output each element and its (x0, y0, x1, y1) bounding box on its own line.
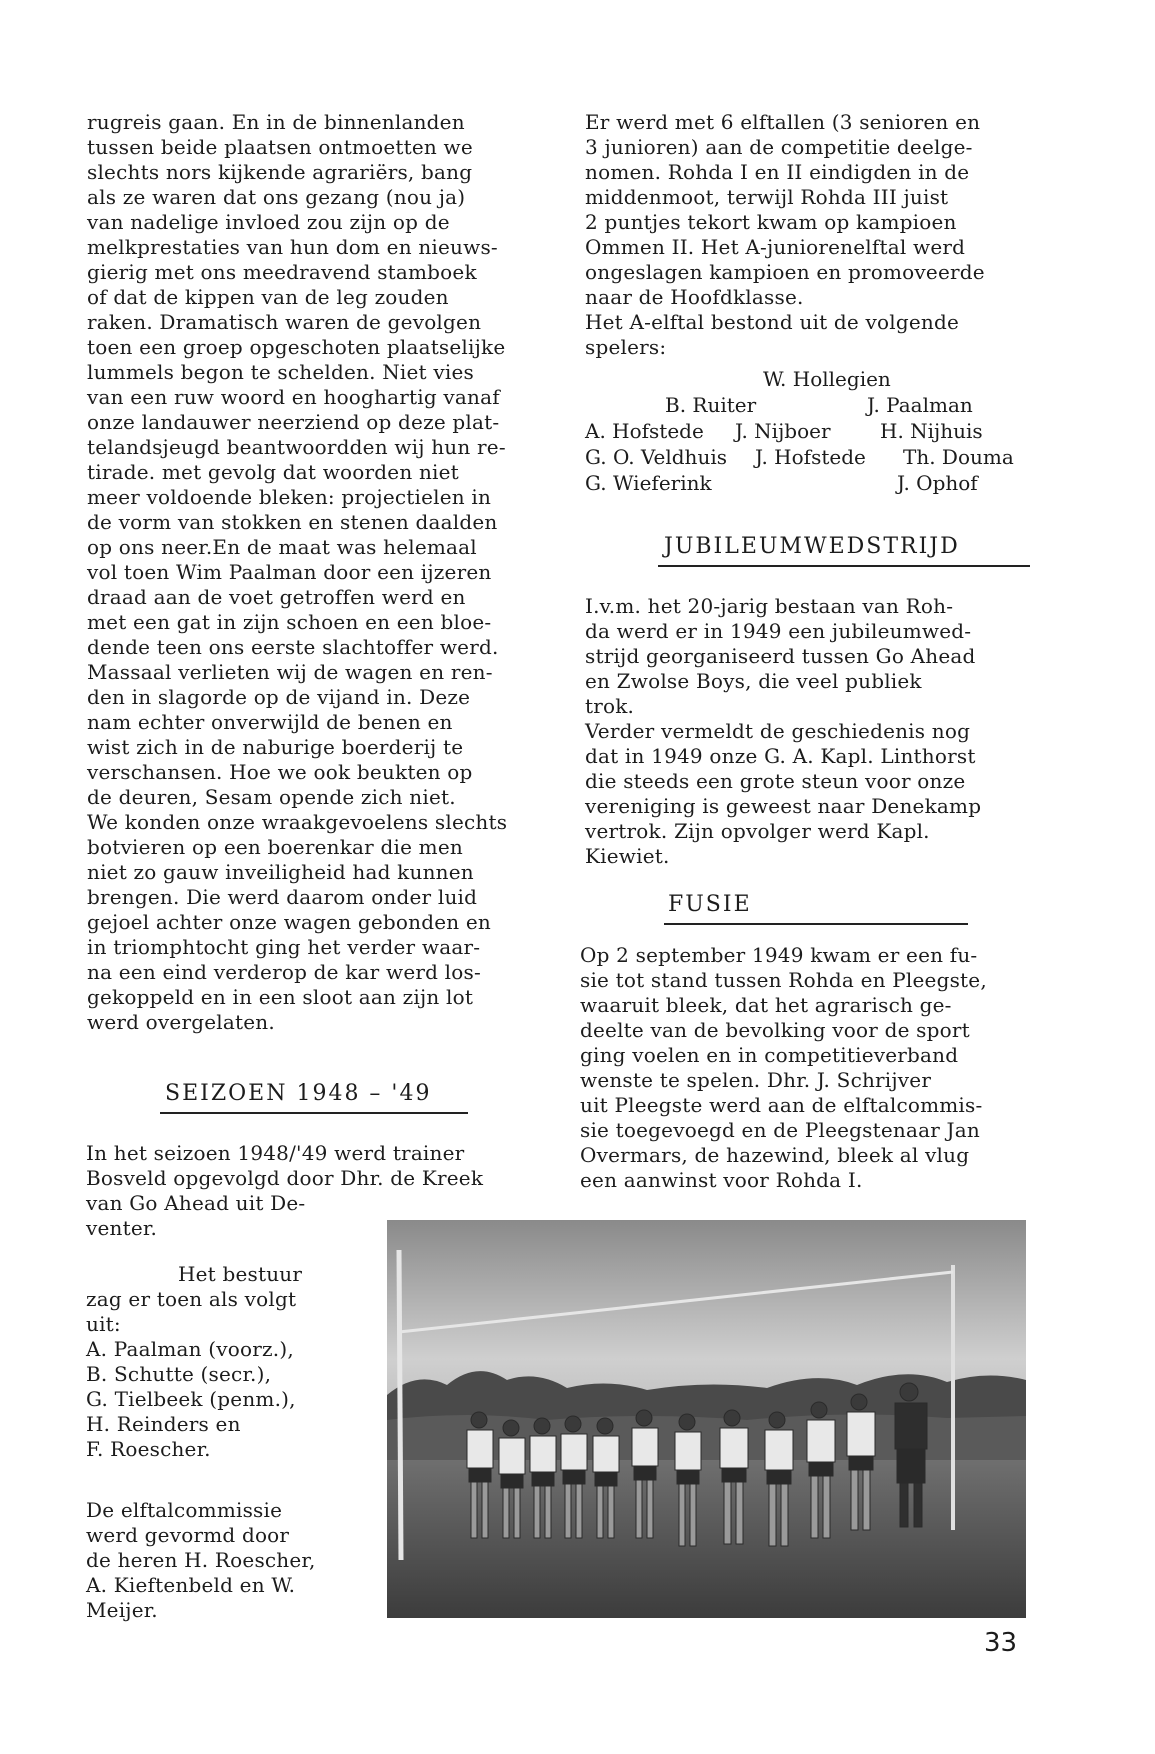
roster-name: H. Nijhuis (880, 419, 983, 443)
text-line: deelte van de bevolking voor de sport (580, 1018, 970, 1042)
text-line: van nadelige invloed zou zijn op de (87, 210, 450, 234)
text-line: dat in 1949 onze G. A. Kapl. Linthorst (585, 744, 976, 768)
text-line: een aanwinst voor Rohda I. (580, 1168, 863, 1192)
text-line: B. Schutte (secr.), (86, 1362, 272, 1386)
text-line: zag er toen als volgt (86, 1287, 297, 1311)
text-line: vereniging is geweest naar Denekamp (585, 794, 982, 818)
roster-name: A. Hofstede (585, 419, 704, 443)
text-line: venter. (86, 1216, 158, 1240)
text-line: gekoppeld en in een sloot aan zijn lot (87, 985, 474, 1009)
text-line: tussen beide plaatsen ontmoetten we (87, 135, 473, 159)
text-line: in triomphtocht ging het verder waar- (87, 935, 481, 959)
roster-name: J. Ophof (897, 471, 978, 495)
roster-name: G. O. Veldhuis (585, 445, 727, 469)
text-line: met een gat in zijn schoen en een bloe- (87, 610, 492, 634)
text-line: de vorm van stokken en stenen daalden (87, 510, 498, 534)
text-line: Het bestuur (178, 1262, 303, 1286)
roster-name: G. Wieferink (585, 471, 712, 495)
text-line: Verder vermeldt de geschiedenis nog (585, 719, 971, 743)
text-line: I.v.m. het 20-jarig bestaan van Roh- (585, 594, 954, 618)
text-line: A. Paalman (voorz.), (86, 1337, 294, 1361)
text-line: Kiewiet. (585, 844, 670, 868)
roster-name: B. Ruiter (665, 393, 757, 417)
text-line: Meijer. (86, 1598, 158, 1622)
text-line: of dat de kippen van de leg zouden (87, 285, 449, 309)
roster-name: J. Hofstede (755, 445, 866, 469)
fusie-text (580, 943, 1055, 1193)
text-line: ongeslagen kampioen en promoveerde (585, 260, 985, 284)
text-line: Massaal verlieten wij de wagen en ren- (87, 660, 493, 684)
text-line: H. Reinders en (86, 1412, 241, 1436)
roster-name: J. Nijboer (735, 419, 831, 443)
text-line: meer voldoende bleken: projectielen in (87, 485, 492, 509)
text-line: dende teen ons eerste slachtoffer werd. (87, 635, 499, 659)
text-line: uit: (86, 1312, 121, 1336)
text-line: sie tot stand tussen Rohda en Pleegste, (580, 968, 987, 992)
text-line: en Zwolse Boys, die veel publiek (585, 669, 922, 693)
section-heading-jubileum: JUBILEUMWEDSTRIJD (664, 534, 960, 559)
text-line: nomen. Rohda I en II eindigden in de (585, 160, 970, 184)
text-line: gejoel achter onze wagen gebonden en (87, 910, 491, 934)
text-line: We konden onze wraakgevoelens slechts (87, 810, 508, 834)
text-line: 2 puntjes tekort kwam op kampioen (585, 210, 957, 234)
player-roster (585, 367, 1065, 497)
text-line: draad aan de voet getroffen werd en (87, 585, 466, 609)
text-line: trok. (585, 694, 635, 718)
text-line: G. Tielbeek (penm.), (86, 1387, 296, 1411)
text-line: sie toegevoegd en de Pleegstenaar Jan (580, 1118, 980, 1142)
text-line: vertrok. Zijn opvolger werd Kapl. (585, 819, 930, 843)
text-line: van Go Ahead uit De- (86, 1191, 306, 1215)
bestuur-list (86, 1262, 376, 1462)
text-line: strijd georganiseerd tussen Go Ahead (585, 644, 976, 668)
text-line: rugreis gaan. En in de binnenlanden (87, 110, 465, 134)
text-line: tirade. met gevolg dat woorden niet (87, 460, 459, 484)
text-line: De elftalcommissie (86, 1498, 283, 1522)
text-line: ging voelen en in competitieverband (580, 1043, 959, 1067)
text-line: 3 junioren) aan de competitie deelge- (585, 135, 973, 159)
elftalcommissie-text (86, 1498, 376, 1623)
team-photo (387, 1220, 1026, 1618)
text-line: Op 2 september 1949 kwam er een fu- (580, 943, 978, 967)
text-line: Er werd met 6 elftallen (3 senioren en (585, 110, 981, 134)
roster-name: W. Hollegien (763, 367, 891, 391)
text-line: raken. Dramatisch waren de gevolgen (87, 310, 482, 334)
text-line: telandsjeugd beantwoordden wij hun re- (87, 435, 506, 459)
text-line: Het A-elftal bestond uit de volgende (585, 310, 960, 334)
text-line: Ommen II. Het A-juniorenelftal werd (585, 235, 966, 259)
text-line: de deuren, Sesam opende zich niet. (87, 785, 456, 809)
section-heading-seizoen: SEIZOEN 1948 – '49 (165, 1081, 432, 1106)
text-line: de heren H. Roescher, (86, 1548, 316, 1572)
text-line: lummels begon te schelden. Niet vies (87, 360, 474, 384)
heading-underline (160, 1112, 468, 1114)
text-line: werd overgelaten. (87, 1010, 275, 1034)
text-line: den in slagorde op de vijand in. Deze (87, 685, 471, 709)
text-line: verschansen. Hoe we ook beukten op (87, 760, 473, 784)
text-line: Overmars, de hazewind, bleek al vlug (580, 1143, 970, 1167)
text-line: als ze waren dat ons gezang (nou ja) (87, 185, 466, 209)
roster-name: Th. Douma (903, 445, 1014, 469)
text-line: nam echter onverwijld de benen en (87, 710, 453, 734)
text-line: waaruit bleek, dat het agrarisch ge- (580, 993, 952, 1017)
text-line: na een eind verderop de kar werd los- (87, 960, 481, 984)
left-column-text (87, 110, 537, 1035)
text-line: uit Pleegste werd aan de elftalcommis- (580, 1093, 983, 1117)
jubileum-text (585, 594, 1055, 869)
text-line: A. Kieftenbeld en W. (86, 1573, 296, 1597)
text-line: In het seizoen 1948/'49 werd trainer (86, 1141, 465, 1165)
heading-underline (664, 923, 968, 925)
text-line: gierig met ons meedravend stamboek (87, 260, 477, 284)
text-line: die steeds een grote steun voor onze (585, 769, 966, 793)
heading-underline (658, 565, 1030, 567)
text-line: van een ruw woord en hooghartig vanaf (87, 385, 500, 409)
page-number: 33 (984, 1628, 1018, 1658)
text-line: middenmoot, terwijl Rohda III juist (585, 185, 949, 209)
text-line: da werd er in 1949 een jubileumwed- (585, 619, 972, 643)
text-line: slechts nors kijkende agrariërs, bang (87, 160, 473, 184)
text-line: vol toen Wim Paalman door een ijzeren (87, 560, 492, 584)
text-line: botvieren op een boerenkar die men (87, 835, 463, 859)
text-line: toen een groep opgeschoten plaatselijke (87, 335, 506, 359)
text-line: wenste te spelen. Dhr. J. Schrijver (580, 1068, 932, 1092)
text-line: op ons neer.En de maat was helemaal (87, 535, 477, 559)
text-line: onze landauwer neerziend op deze plat- (87, 410, 500, 434)
text-line: spelers: (585, 335, 667, 359)
text-line: brengen. Die werd daarom onder luid (87, 885, 478, 909)
section-heading-fusie: FUSIE (668, 892, 752, 917)
text-line: wist zich in de naburige boerderij te (87, 735, 464, 759)
right-column-text (585, 110, 1055, 360)
roster-name: J. Paalman (867, 393, 973, 417)
text-line: niet zo gauw inveiligheid had kunnen (87, 860, 474, 884)
text-line: naar de Hoofdklasse. (585, 285, 804, 309)
text-line: werd gevormd door (86, 1523, 290, 1547)
text-line: F. Roescher. (86, 1437, 211, 1461)
text-line: Bosveld opgevolgd door Dhr. de Kreek (86, 1166, 484, 1190)
text-line: melkprestaties van hun dom en nieuws- (87, 235, 498, 259)
